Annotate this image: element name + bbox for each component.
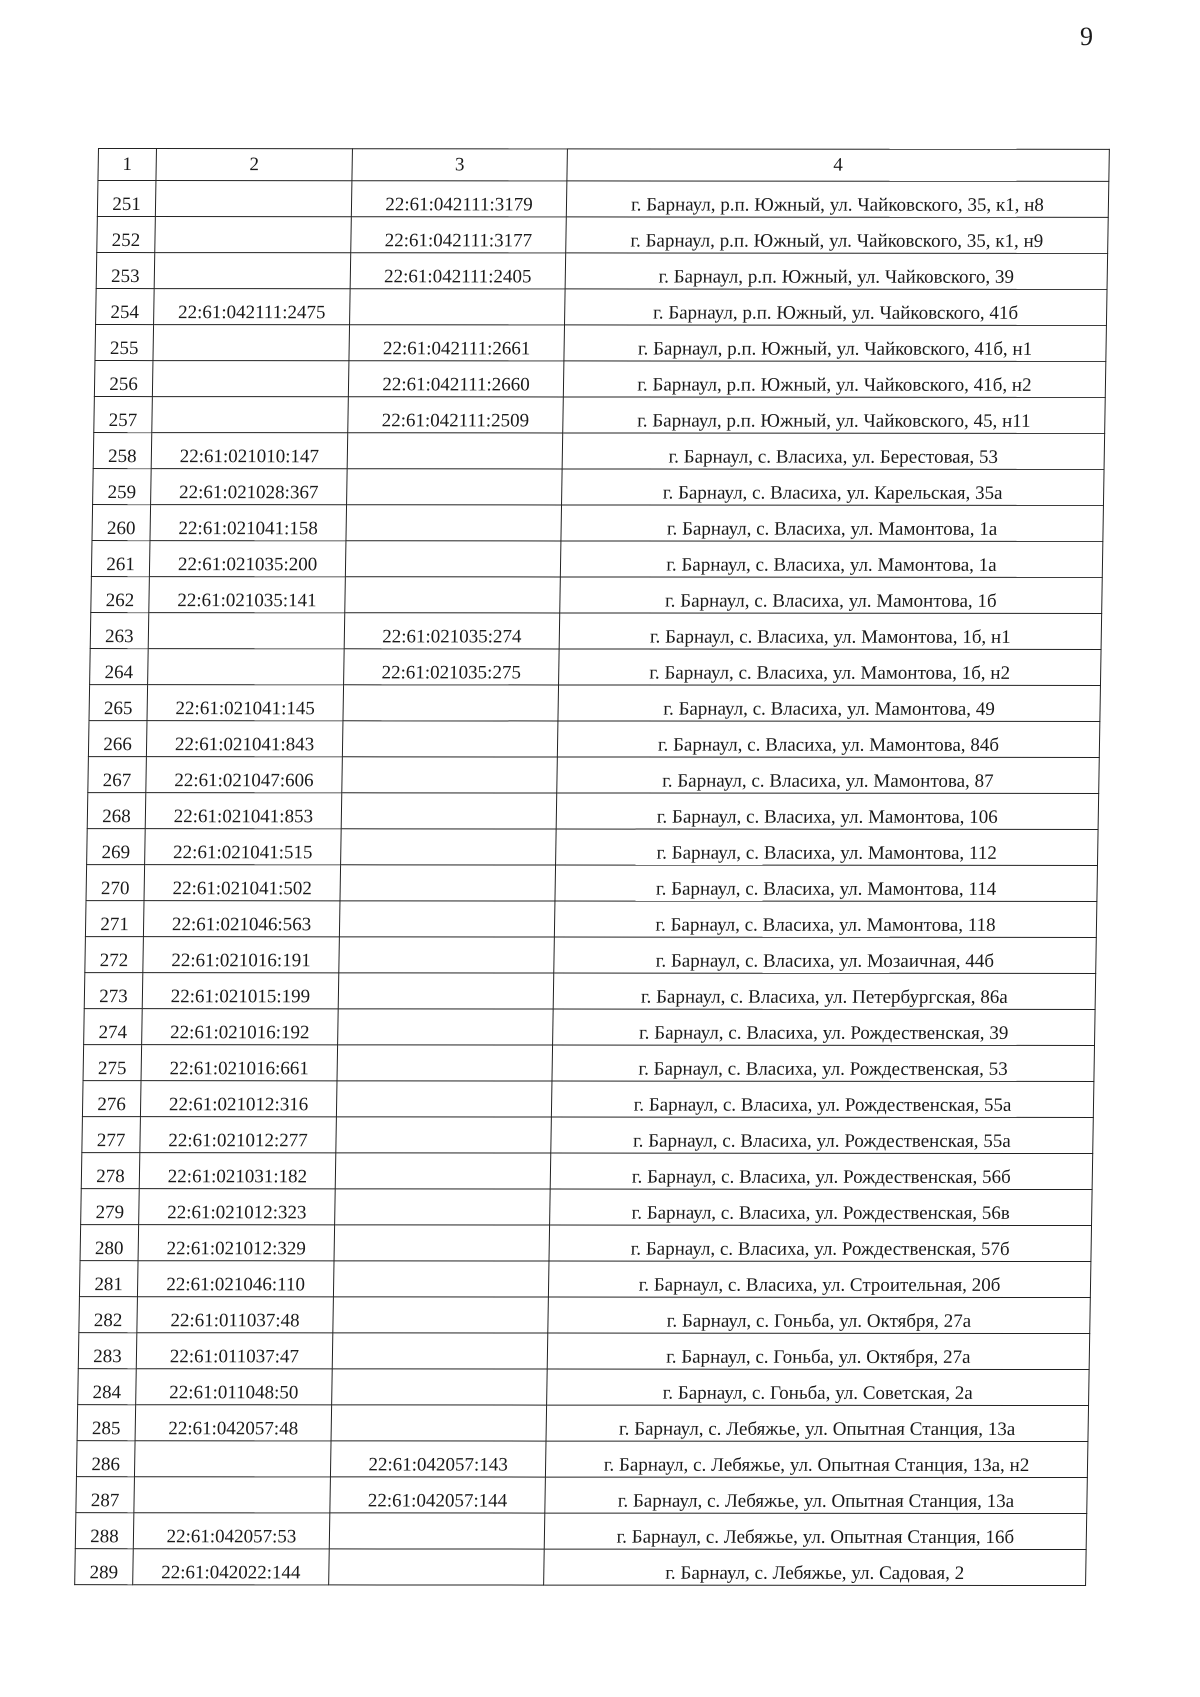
cadastral-number-cell: 22:61:021012:277 (140, 1117, 337, 1153)
address-cell: г. Барнаул, с. Власиха, ул. Мамонтова, 106 (556, 793, 1099, 829)
table-row (96, 289, 1107, 326)
address-cell: г. Барнаул, с. Лебяжье, ул. Опытная Станция, 13а, н2 (545, 1441, 1088, 1477)
cadastral-number-cell: 22:61:021035:141 (149, 577, 346, 613)
cadastral-number-cell (148, 649, 345, 685)
address-table (74, 148, 1110, 1586)
cadastral-number-cell: 22:61:021041:843 (146, 721, 343, 757)
table-row (76, 1441, 1087, 1478)
cadastral-number-cell: 22:61:021041:145 (147, 685, 344, 721)
room-cadastral-number-cell: 22:61:021035:274 (344, 613, 560, 649)
row-number-cell: 264 (90, 649, 149, 685)
row-number-cell: 282 (79, 1297, 138, 1333)
table-row (88, 757, 1099, 794)
table-row (87, 793, 1098, 830)
room-cadastral-number-cell (329, 1549, 545, 1585)
table-row (85, 901, 1096, 938)
cadastral-number-cell (153, 325, 350, 361)
cadastral-number-cell: 22:61:021012:329 (138, 1225, 335, 1261)
room-cadastral-number-cell: 22:61:042057:144 (330, 1477, 546, 1513)
cadastral-number-cell: 22:61:011037:47 (136, 1333, 333, 1369)
address-cell: г. Барнаул, с. Власиха, ул. Мамонтова, 118 (554, 901, 1097, 937)
room-cadastral-number-cell (335, 1153, 551, 1189)
header-cell-2: 2 (156, 149, 353, 181)
row-number-cell: 273 (84, 973, 143, 1009)
room-cadastral-number-cell (333, 1297, 549, 1333)
row-number-cell: 270 (86, 865, 145, 901)
address-cell: г. Барнаул, с. Лебяжье, ул. Садовая, 2 (544, 1549, 1087, 1585)
room-cadastral-number-cell (339, 937, 555, 973)
table-row (93, 433, 1104, 470)
row-number-cell: 286 (76, 1441, 135, 1477)
address-cell: г. Барнаул, с. Власиха, ул. Мамонтова, 87 (557, 757, 1100, 793)
room-cadastral-number-cell: 22:61:042111:2661 (349, 325, 565, 361)
room-cadastral-number-cell (335, 1189, 551, 1225)
address-cell: г. Барнаул, р.п. Южный, ул. Чайковского, 45, н11 (563, 397, 1106, 433)
table-row (88, 721, 1099, 758)
cadastral-number-cell: 22:61:021041:853 (145, 793, 342, 829)
row-number-cell: 263 (90, 613, 149, 649)
row-number-cell: 259 (93, 469, 152, 505)
row-number-cell: 287 (76, 1477, 135, 1513)
cadastral-number-cell: 22:61:042111:2475 (154, 289, 351, 325)
room-cadastral-number-cell (341, 829, 557, 865)
address-cell: г. Барнаул, с. Власиха, ул. Рождественская, 56в (550, 1189, 1093, 1225)
room-cadastral-number-cell: 22:61:042111:3177 (351, 217, 567, 253)
row-number-cell: 266 (88, 721, 147, 757)
row-number-cell: 261 (91, 541, 150, 577)
row-number-cell: 260 (92, 505, 151, 541)
row-number-cell: 277 (82, 1117, 141, 1153)
row-number-cell: 265 (89, 685, 148, 721)
room-cadastral-number-cell (342, 757, 558, 793)
room-cadastral-number-cell (337, 1045, 553, 1081)
table-row (82, 1117, 1093, 1154)
address-cell: г. Барнаул, с. Власиха, ул. Мамонтова, 114 (555, 865, 1098, 901)
row-number-cell: 278 (81, 1153, 140, 1189)
room-cadastral-number-cell (333, 1261, 549, 1297)
address-cell: г. Барнаул, с. Лебяжье, ул. Опытная Станция, 16б (544, 1513, 1087, 1549)
address-cell: г. Барнаул, с. Власиха, ул. Рождественская, 56б (550, 1153, 1093, 1189)
room-cadastral-number-cell (343, 685, 559, 721)
room-cadastral-number-cell (341, 793, 557, 829)
cadastral-number-cell: 22:61:011037:48 (137, 1297, 334, 1333)
room-cadastral-number-cell: 22:61:021035:275 (344, 649, 560, 685)
cadastral-number-cell: 22:61:021028:367 (151, 469, 348, 505)
table-row (79, 1297, 1090, 1334)
address-cell: г. Барнаул, с. Власиха, ул. Мамонтова, 84б (557, 721, 1100, 757)
cadastral-number-cell (155, 217, 352, 253)
room-cadastral-number-cell (338, 973, 554, 1009)
address-cell: г. Барнаул, с. Власиха, ул. Мамонтова, 1б, н1 (559, 613, 1102, 649)
table-row (89, 685, 1100, 722)
address-cell: г. Барнаул, с. Власиха, ул. Мамонтова, 1б (560, 577, 1103, 613)
room-cadastral-number-cell (350, 289, 566, 325)
row-number-cell: 271 (85, 901, 144, 937)
cadastral-number-cell: 22:61:042057:53 (133, 1513, 330, 1549)
row-number-cell: 256 (94, 361, 153, 397)
cadastral-number-cell: 22:61:021046:110 (137, 1261, 334, 1297)
table-row (90, 649, 1101, 686)
room-cadastral-number-cell (347, 433, 563, 469)
cadastral-number-cell: 22:61:021016:192 (142, 1009, 339, 1045)
address-cell: г. Барнаул, с. Власиха, ул. Мамонтова, 112 (556, 829, 1099, 865)
table-row (75, 1549, 1086, 1586)
table-row (91, 541, 1102, 578)
table-row (97, 181, 1108, 218)
row-number-cell: 281 (79, 1261, 138, 1297)
cadastral-number-cell (154, 253, 351, 289)
address-cell: г. Барнаул, р.п. Южный, ул. Чайковского, 41б (565, 289, 1108, 325)
address-cell: г. Барнаул, с. Власиха, ул. Мамонтова, 49 (558, 685, 1101, 721)
table-row (83, 1045, 1094, 1082)
table-row (87, 829, 1098, 866)
table-row (97, 217, 1108, 254)
room-cadastral-number-cell (346, 505, 562, 541)
table-row (82, 1081, 1093, 1118)
table-row (84, 1009, 1095, 1046)
table-row (84, 973, 1095, 1010)
room-cadastral-number-cell (345, 541, 561, 577)
cadastral-number-cell (155, 181, 352, 217)
row-number-cell: 274 (84, 1009, 143, 1045)
row-number-cell: 279 (81, 1189, 140, 1225)
header-cell-1: 1 (98, 149, 157, 181)
cadastral-number-cell: 22:61:021047:606 (146, 757, 343, 793)
cadastral-number-cell: 22:61:021041:515 (145, 829, 342, 865)
room-cadastral-number-cell (338, 1009, 554, 1045)
cadastral-number-cell (152, 397, 349, 433)
cadastral-number-cell: 22:61:021046:563 (143, 901, 340, 937)
address-cell: г. Барнаул, с. Гоньба, ул. Октября, 27а (547, 1333, 1090, 1369)
address-cell: г. Барнаул, с. Власиха, ул. Мамонтова, 1а (561, 505, 1104, 541)
cadastral-number-cell: 22:61:021010:147 (151, 433, 348, 469)
row-number-cell: 272 (85, 937, 144, 973)
address-cell: г. Барнаул, с. Власиха, ул. Рождественская, 53 (552, 1045, 1095, 1081)
address-cell: г. Барнаул, с. Власиха, ул. Берестовая, 53 (562, 433, 1105, 469)
table-row (94, 397, 1105, 434)
address-cell: г. Барнаул, р.п. Южный, ул. Чайковского, 41б, н1 (564, 325, 1107, 361)
table-row (86, 865, 1097, 902)
address-cell: г. Барнаул, с. Власиха, ул. Рождественская, 55а (551, 1081, 1094, 1117)
row-number-cell: 254 (96, 289, 155, 325)
address-cell: г. Барнаул, с. Власиха, ул. Строительная, 20б (548, 1261, 1091, 1297)
room-cadastral-number-cell (332, 1369, 548, 1405)
cadastral-number-cell (152, 361, 349, 397)
room-cadastral-number-cell (334, 1225, 550, 1261)
room-cadastral-number-cell (347, 469, 563, 505)
table-row (92, 505, 1103, 542)
table-row (94, 361, 1105, 398)
table-row (81, 1189, 1092, 1226)
cadastral-number-cell: 22:61:021035:200 (149, 541, 346, 577)
room-cadastral-number-cell (329, 1513, 545, 1549)
header-cell-3: 3 (352, 149, 568, 181)
row-number-cell: 285 (77, 1405, 136, 1441)
row-number-cell: 276 (82, 1081, 141, 1117)
row-number-cell: 252 (97, 217, 156, 253)
room-cadastral-number-cell (339, 901, 555, 937)
row-number-cell: 288 (75, 1513, 134, 1549)
cadastral-number-cell: 22:61:021012:323 (139, 1189, 336, 1225)
cadastral-number-cell: 22:61:021012:316 (140, 1081, 337, 1117)
table-row (81, 1153, 1092, 1190)
room-cadastral-number-cell: 22:61:042111:2660 (348, 361, 564, 397)
room-cadastral-number-cell: 22:61:042057:143 (330, 1441, 546, 1477)
room-cadastral-number-cell: 22:61:042111:2509 (348, 397, 564, 433)
cadastral-number-cell: 22:61:011048:50 (136, 1369, 333, 1405)
table-row (78, 1333, 1089, 1370)
table-row (96, 253, 1107, 290)
table-row (85, 937, 1096, 974)
address-cell: г. Барнаул, с. Лебяжье, ул. Опытная Станция, 13а (545, 1477, 1088, 1513)
row-number-cell: 283 (78, 1333, 137, 1369)
cadastral-number-cell (134, 1477, 331, 1513)
room-cadastral-number-cell: 22:61:042111:2405 (350, 253, 566, 289)
table-row (76, 1477, 1087, 1514)
address-cell: г. Барнаул, с. Власиха, ул. Мамонтова, 1а (560, 541, 1103, 577)
table-row (75, 1513, 1086, 1550)
table-body (75, 181, 1109, 1586)
room-cadastral-number-cell (342, 721, 558, 757)
row-number-cell: 280 (80, 1225, 139, 1261)
table-row (80, 1225, 1091, 1262)
cadastral-number-cell: 22:61:021041:158 (150, 505, 347, 541)
row-number-cell: 262 (91, 577, 150, 613)
row-number-cell: 267 (88, 757, 147, 793)
address-cell: г. Барнаул, с. Гоньба, ул. Советская, 2а (547, 1369, 1090, 1405)
table-header-row (98, 149, 1109, 182)
table-row (91, 577, 1102, 614)
room-cadastral-number-cell (336, 1081, 552, 1117)
row-number-cell: 275 (83, 1045, 142, 1081)
address-cell: г. Барнаул, р.п. Южный, ул. Чайковского, 35, к1, н8 (566, 181, 1109, 217)
address-cell: г. Барнаул, с. Власиха, ул. Карельская, 35а (562, 469, 1105, 505)
page-number: 9 (1080, 22, 1093, 51)
table-row (93, 469, 1104, 506)
table-row (79, 1261, 1090, 1298)
room-cadastral-number-cell: 22:61:042111:3179 (351, 181, 567, 217)
row-number-cell: 269 (87, 829, 146, 865)
address-cell: г. Барнаул, с. Гоньба, ул. Октября, 27а (548, 1297, 1091, 1333)
header-cell-4: 4 (567, 149, 1109, 181)
row-number-cell: 253 (96, 253, 155, 289)
table-row (90, 613, 1101, 650)
table-row (95, 325, 1106, 362)
room-cadastral-number-cell (340, 865, 556, 901)
room-cadastral-number-cell (331, 1405, 547, 1441)
address-cell: г. Барнаул, р.п. Южный, ул. Чайковского, 41б, н2 (563, 361, 1106, 397)
address-cell: г. Барнаул, с. Власиха, ул. Рождественская, 39 (553, 1009, 1096, 1045)
row-number-cell: 257 (94, 397, 153, 433)
room-cadastral-number-cell (336, 1117, 552, 1153)
table-row (78, 1369, 1089, 1406)
address-cell: г. Барнаул, с. Власиха, ул. Мамонтова, 1б, н2 (559, 649, 1102, 685)
cadastral-number-cell (148, 613, 345, 649)
row-number-cell: 268 (87, 793, 146, 829)
address-cell: г. Барнаул, с. Власиха, ул. Рождественская, 55а (551, 1117, 1094, 1153)
cadastral-number-cell: 22:61:021016:661 (141, 1045, 338, 1081)
row-number-cell: 258 (93, 433, 152, 469)
address-cell: г. Барнаул, р.п. Южный, ул. Чайковского, 39 (565, 253, 1108, 289)
cadastral-number-cell: 22:61:021031:182 (139, 1153, 336, 1189)
row-number-cell: 289 (75, 1549, 134, 1585)
cadastral-number-cell: 22:61:042057:48 (135, 1405, 332, 1441)
cadastral-number-cell: 22:61:042022:144 (133, 1549, 330, 1585)
address-cell: г. Барнаул, с. Власиха, ул. Мозаичная, 44б (554, 937, 1097, 973)
address-cell: г. Барнаул, с. Лебяжье, ул. Опытная Станция, 13а (546, 1405, 1089, 1441)
address-cell: г. Барнаул, р.п. Южный, ул. Чайковского, 35, к1, н9 (566, 217, 1109, 253)
table-row (77, 1405, 1088, 1442)
row-number-cell: 284 (78, 1369, 137, 1405)
address-cell: г. Барнаул, с. Власиха, ул. Петербургская, 86а (553, 973, 1096, 1009)
address-cell: г. Барнаул, с. Власиха, ул. Рождественская, 57б (549, 1225, 1092, 1261)
cadastral-number-cell: 22:61:021015:199 (142, 973, 339, 1009)
row-number-cell: 251 (97, 181, 156, 217)
cadastral-number-cell (134, 1441, 331, 1477)
cadastral-number-cell: 22:61:021041:502 (144, 865, 341, 901)
room-cadastral-number-cell (332, 1333, 548, 1369)
room-cadastral-number-cell (345, 577, 561, 613)
row-number-cell: 255 (95, 325, 154, 361)
cadastral-number-cell: 22:61:021016:191 (143, 937, 340, 973)
